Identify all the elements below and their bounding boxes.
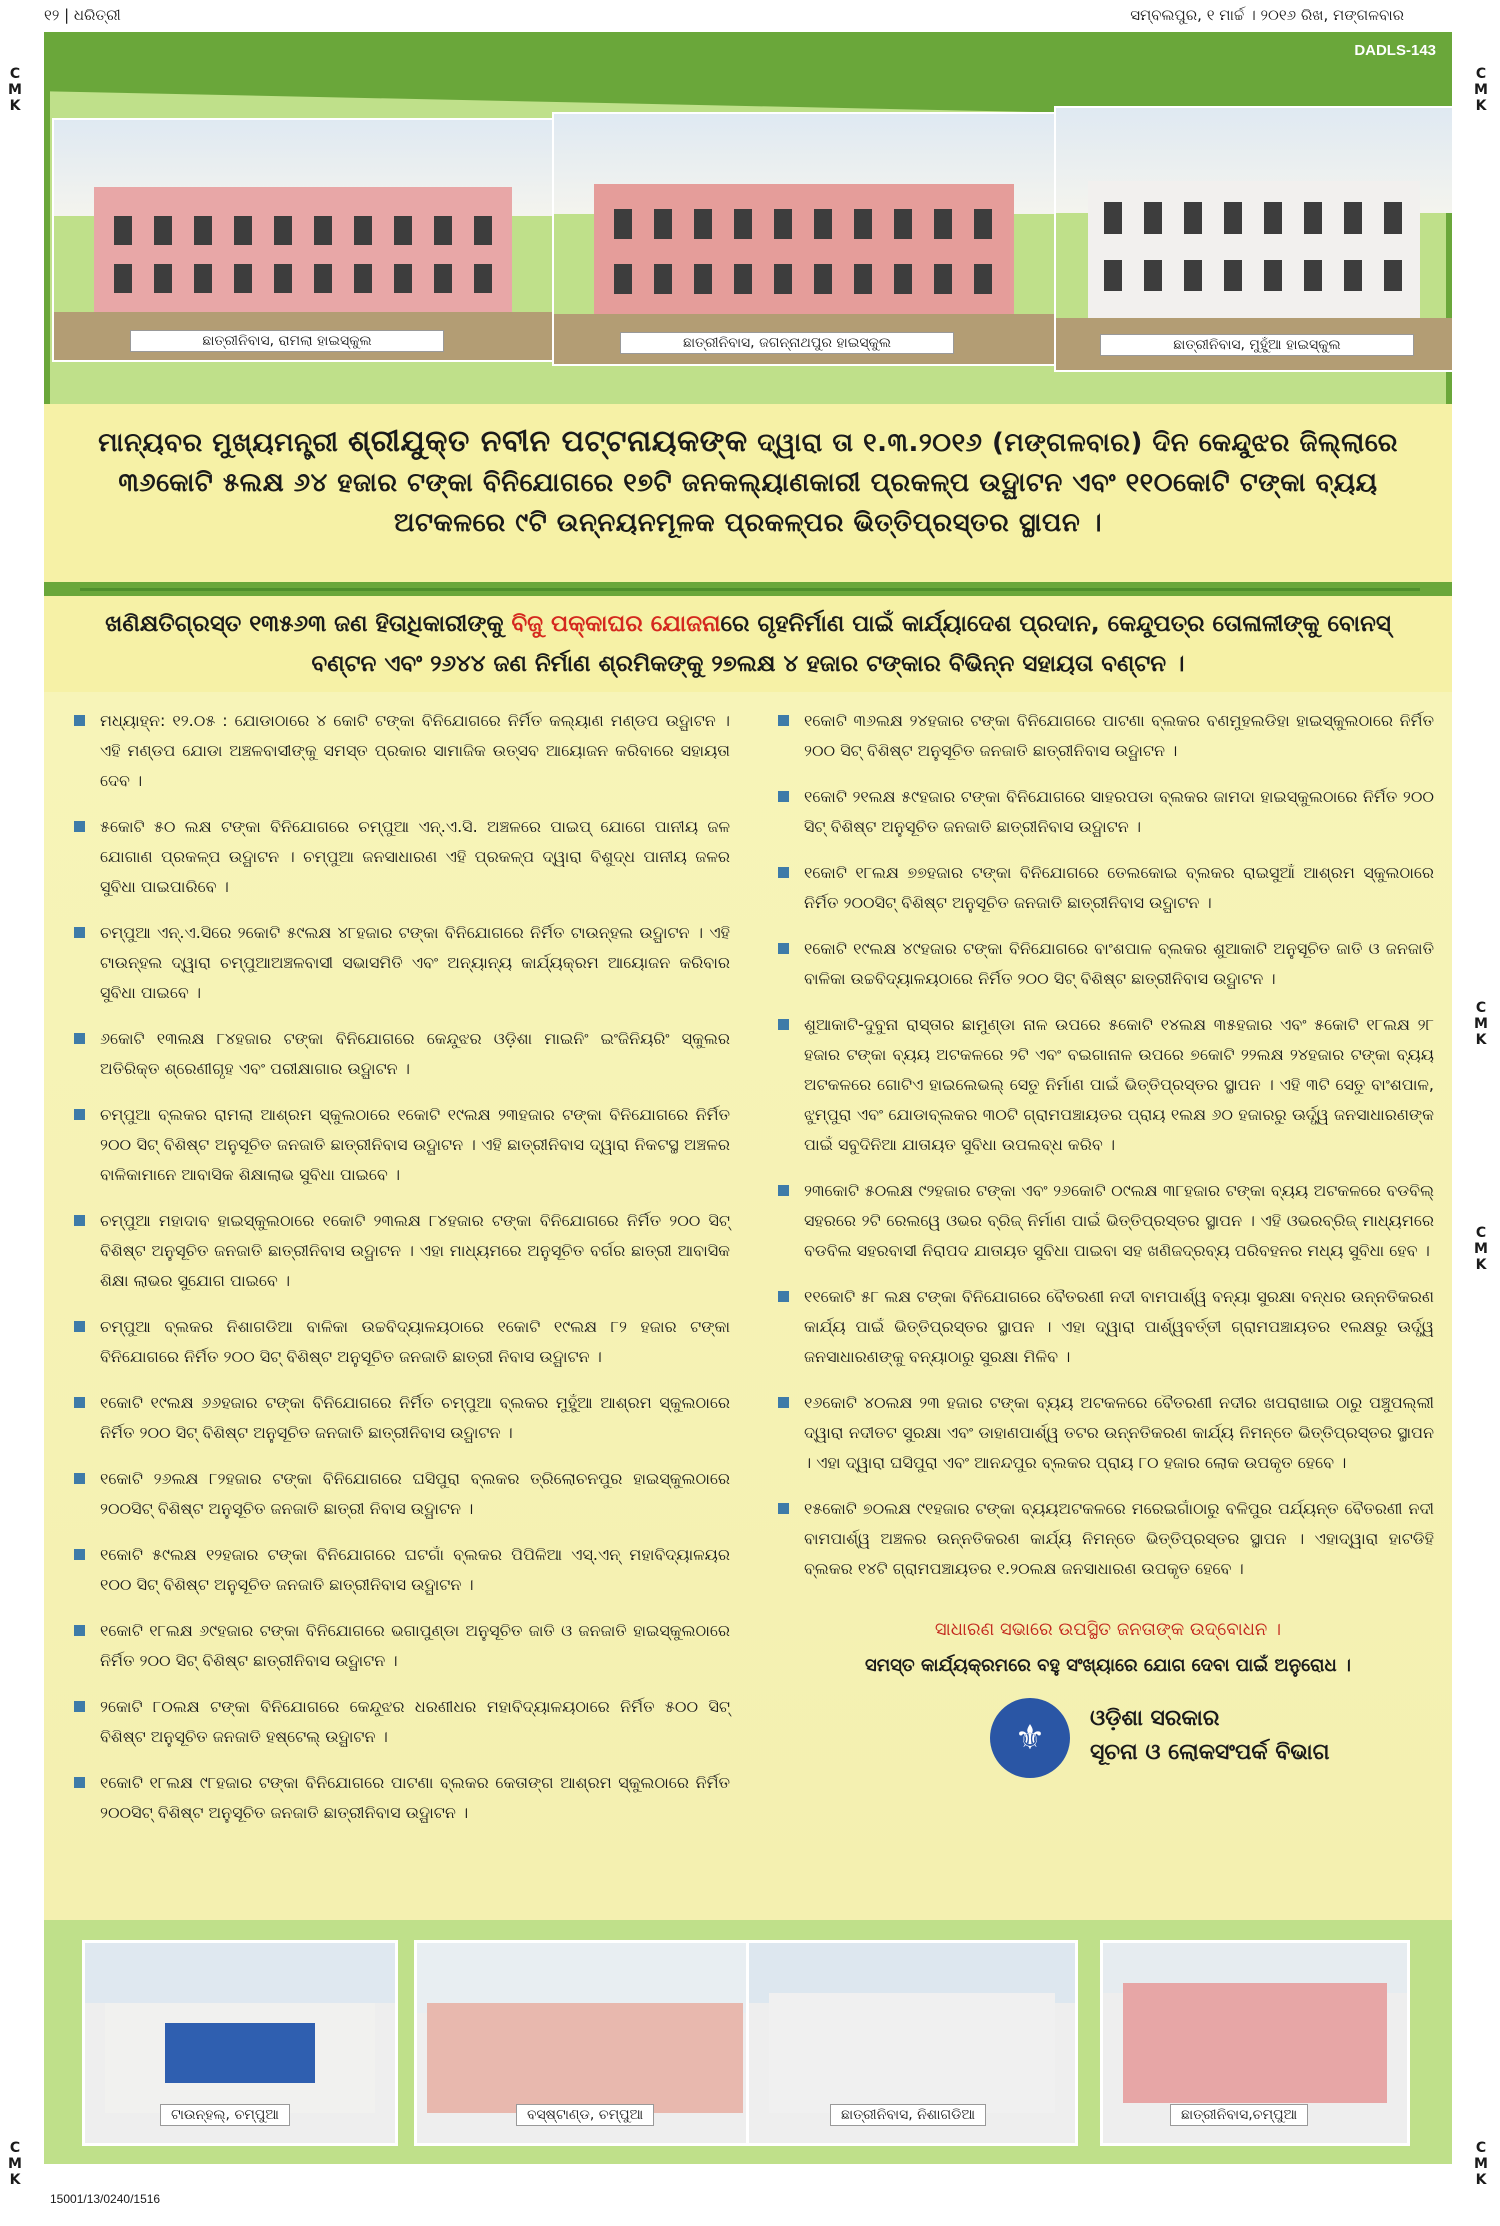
bottom-photo-caption-4: ଛାତ୍ରୀନିବାସ,ଚମ୍ପୁଆ — [1170, 2104, 1308, 2126]
government-signature — [990, 1698, 1410, 1788]
project-item — [778, 1388, 1434, 1478]
project-item — [778, 1176, 1434, 1266]
project-item — [778, 1494, 1434, 1584]
bullet-icon — [778, 943, 789, 954]
project-text: ୧୫କୋଟି ୭୦ଲକ୍ଷ ୯୧ହଜାର ଟଙ୍କା ବ୍ୟୟଅଟକଳରେ ମରେଇଗାଁଠାରୁ ବଳିପୁର ପର୍ଯ୍ୟନ୍ତ ବୈତରଣୀ ନଦୀ ବାମପାର୍ଶ୍ୱ ଅଞ୍ଚଳର ଉନ୍ନତିକରଣ କାର୍ଯ୍ୟ ନିମନ୍ତେ ଭିତ୍ତିପ୍ରସ୍ତର ସ୍ଥାପନ । ଏହାଦ୍ୱାରା ହାଟଡିହି ବ୍ଲକର ୧୪ଟି ଗ୍ରାମପଞ୍ଚାୟତର ୧.୨୦ଲକ୍ଷ ଜନସାଧାରଣ ଉପକୃତ ହେବେ । — [804, 1499, 1434, 1578]
project-item — [74, 1100, 730, 1190]
bullet-icon — [74, 821, 85, 832]
project-text: ୧କୋଟି ୧୮ଲକ୍ଷ ୭୭ହଜାର ଟଙ୍କା ବିନିଯୋଗରେ ତେଲକୋଇ ବ୍ଲକର ରାଇସୁଆଁ ଆଶ୍ରମ ସ୍କୁଲଠାରେ ନିର୍ମିତ ୨୦୦ସିଟ୍ ବିଶିଷ୍ଟ ଅନୁସୂଚିତ ଜନଜାତି ଛାତ୍ରୀନିବାସ ଉଦ୍ଘାଟନ । — [804, 863, 1434, 912]
project-text: ୨କୋଟି ୮୦ଲକ୍ଷ ଟଙ୍କା ବିନିଯୋଗରେ କେନ୍ଦୁଝର ଧରଣୀଧର ମହାବିଦ୍ୟାଳୟଠାରେ ନିର୍ମିତ ୫୦୦ ସିଟ୍ ବିଶିଷ୍ଟ ଅନୁସୂଚିତ ଜନଜାତି ହଷ୍ଟେଲ୍ ଉଦ୍ଘାଟନ । — [100, 1697, 730, 1746]
project-text: ୧କୋଟି ୧୮ଲକ୍ଷ ୯୮ହଜାର ଟଙ୍କା ବିନିଯୋଗରେ ପାଟଣା ବ୍ଲକର କେତାଙ୍ଗ ଆଶ୍ରମ ସ୍କୁଲଠାରେ ନିର୍ମିତ ୨୦୦ସିଟ୍ ବିଶିଷ୍ଟ ଅନୁସୂଚିତ ଜନଜାତି ଛାତ୍ରୀନିବାସ ଉଦ୍ଘାଟନ । — [100, 1773, 730, 1822]
chief-minister-name: ଶ୍ରୀଯୁକ୍ତ ନବୀନ ପଟ୍ଟନାୟକଙ୍କ — [347, 424, 748, 459]
newspaper-header — [0, 0, 1500, 30]
top-photo-caption-3: ଛାତ୍ରୀନିବାସ, ମୁହୁଁଆ ହାଇସ୍କୁଲ — [1100, 334, 1414, 356]
sub-headline: ଖଣିକ୍ଷତିଗ୍ରସ୍ତ ୧୩୫୬୩ ଜଣ ହିତାଧିକାରୀଙ୍କୁ ବିଜୁ ପକ୍କାଘର ଯୋଜନାରେ ଗୃହନିର୍ମାଣ ପାଇଁ କାର୍ଯ୍ୟାଦେଶ ପ୍ରଦାନ, କେନ୍ଦୁପତ୍ର ତୋଳାଳୀଙ୍କୁ ବୋନସ୍ ବଣ୍ଟନ ଏବଂ ୨୬୪୪ ଜଣ ନିର୍ମାଣ ଶ୍ରମିକଙ୍କୁ ୨୭ଲକ୍ଷ ୪ ହଜାର ଟଙ୍କାର ବିଭିନ୍ନ ସହାୟତା ବଣ୍ଟନ । — [44, 596, 1452, 692]
project-item — [74, 812, 730, 902]
closing-note-request: ସମସ୍ତ କାର୍ଯ୍ୟକ୍ରମରେ ବହୁ ସଂଖ୍ୟାରେ ଯୋଗ ଦେବା ପାଇଁ ଅନୁରୋଧ । — [864, 1655, 1352, 1676]
project-item — [778, 934, 1434, 994]
registration-mark: C M K — [1474, 2140, 1488, 2188]
registration-mark: C M K — [8, 2140, 22, 2188]
dateline: ସମ୍ବଲପୁର, ୧ ମାର୍ଚ୍ଚ । ୨୦୧୬ ରିଖ, ମଙ୍ଗଳବାର — [1130, 6, 1404, 24]
project-item — [74, 1692, 730, 1752]
divider — [80, 588, 1420, 591]
footer-code: 15001/13/0240/1516 — [50, 2192, 161, 2206]
top-photo-caption-2: ଛାତ୍ରୀନିବାସ, ଜଗନ୍ନାଥପୁର ହାଇସ୍କୁଲ — [620, 332, 954, 354]
project-item — [778, 782, 1434, 842]
bullet-icon — [778, 1291, 789, 1302]
project-text: ୧କୋଟି ୨୬ଲକ୍ଷ ୮୨ହଜାର ଟଙ୍କା ବିନିଯୋଗରେ ଘସିପୁରା ବ୍ଲକର ତ୍ରିଲୋଚନପୁର ହାଇସ୍କୁଲଠାରେ ୨୦୦ସିଟ୍ ବିଶିଷ୍ଟ ଅନୁସୂଚିତ ଜନଜାତି ଛାତ୍ରୀ ନିବାସ ଉଦ୍ଘାଟନ । — [100, 1469, 730, 1518]
scheme-name: ବିଜୁ ପକ୍କାଘର ଯୋଜନା — [511, 611, 721, 637]
project-text: ମଧ୍ୟାହ୍ନ: ୧୨.୦୫ : ଯୋଡାଠାରେ ୪ କୋଟି ଟଙ୍କା ବିନିଯୋଗରେ ନିର୍ମିତ କଲ୍ୟାଣ ମଣ୍ଡପ ଉଦ୍ଘାଟନ । ଏହି ମଣ୍ଡପ ଯୋଡା ଅଞ୍ଚଳବାସୀଙ୍କୁ ସମସ୍ତ ପ୍ରକାର ସାମାଜିକ ଉତ୍ସବ ଆୟୋଜନ କରିବାରେ ସହାୟତା ଦେବ । — [100, 711, 730, 790]
bullet-icon — [778, 715, 789, 726]
project-item — [778, 706, 1434, 766]
project-text: ଚମ୍ପୁଆ ଏନ୍.ଏ.ସିରେ ୨କୋଟି ୫୯ଲକ୍ଷ ୪୮ହଜାର ଟଙ୍କା ବିନିଯୋଗରେ ନିର୍ମିତ ଟାଉନ୍‌ହଲ ଉଦ୍ଘାଟନ । ଏହି ଟାଉନ୍‌ହଲ ଦ୍ୱାରା ଚମ୍ପୁଆଅଞ୍ଚଳବାସୀ ସଭାସମିତି ଏବଂ ଅନ୍ୟାନ୍ୟ କାର୍ଯ୍ୟକ୍ରମ ଆୟୋଜନ କରିବାର ସୁବିଧା ପାଇବେ । — [100, 923, 730, 1002]
government-name: ଓଡ଼ିଶା ସରକାର — [1090, 1706, 1220, 1731]
project-item — [74, 1616, 730, 1676]
bullet-icon — [74, 1215, 85, 1226]
registration-mark: C M K — [8, 66, 22, 114]
bullet-icon — [74, 1473, 85, 1484]
bullet-icon — [74, 1321, 85, 1332]
bullet-icon — [778, 1019, 789, 1030]
bullet-icon — [74, 1397, 85, 1408]
project-text: ୫କୋଟି ୫୦ ଲକ୍ଷ ଟଙ୍କା ବିନିଯୋଗରେ ଚମ୍ପୁଆ ଏନ୍.ଏ.ସି. ଅଞ୍ଚଳରେ ପାଇପ୍ ଯୋଗେ ପାନୀୟ ଜଳ ଯୋଗାଣ ପ୍ରକଳ୍ପ ଉଦ୍ଘାଟନ । ଚମ୍ପୁଆ ଜନସାଧାରଣ ଏହି ପ୍ରକଳ୍ପ ଦ୍ୱାରା ବିଶୁଦ୍ଧ ପାନୀୟ ଜଳର ସୁବିଧା ପାଇପାରିବେ । — [100, 817, 730, 896]
project-text: ୧୬କୋଟି ୪୦ଲକ୍ଷ ୨୩ ହଜାର ଟଙ୍କା ବ୍ୟୟ ଅଟକଳରେ ବୈତରଣୀ ନଦୀର ଖପରାଖାଇ ଠାରୁ ପଞ୍ଚୁପଲ୍ଲୀ ଦ୍ୱାରା ନଦୀତଟ ସୁରକ୍ଷା ଏବଂ ଡାହାଣପାର୍ଶ୍ୱ ତଟର ଉନ୍ନତିକରଣ କାର୍ଯ୍ୟ ନିମନ୍ତେ ଭିତ୍ତିପ୍ରସ୍ତର ସ୍ଥାପନ । ଏହା ଦ୍ୱାରା ଘସିପୁରା ଏବଂ ଆନନ୍ଦପୁର ବ୍ଲକର ପ୍ରାୟ ୮୦ ହଜାର ଲୋକ ଉପକୃତ ହେବେ । — [804, 1393, 1434, 1472]
bullet-icon — [778, 1503, 789, 1514]
main-headline: ମାନ୍ୟବର ମୁଖ୍ୟମନ୍ତ୍ରୀ ଶ୍ରୀଯୁକ୍ତ ନବୀନ ପଟ୍ଟନାୟକଙ୍କ ଦ୍ୱାରା ତା ୧.୩.୨୦୧୬ (ମଙ୍ଗଳବାର) ଦିନ କେନ୍ଦୁଝର ଜିଲ୍ଲାରେ ୩୬କୋଟି ୫ଲକ୍ଷ ୬୪ ହଜାର ଟଙ୍କା ବିନିଯୋଗରେ ୧୭ଟି ଜନକଲ୍ୟାଣକାରୀ ପ୍ରକଳ୍ପ ଉଦ୍ଘାଟନ ଏବଂ ୧୧୦କୋଟି ଟଙ୍କା ବ୍ୟୟ ଅଟକଳରେ ୯ଟି ଉନ୍ନୟନମୂଳକ ପ୍ରକଳ୍ପର ଭିତ୍ତିପ୍ରସ୍ତର ସ୍ଥାପନ । — [44, 404, 1452, 582]
registration-mark: C M K — [1474, 1000, 1488, 1048]
odisha-emblem-icon: ⚜ — [990, 1698, 1070, 1778]
bottom-photo-caption-2: ବସ୍‌ଷ୍ଟାଣ୍ଡ, ଚମ୍ପୁଆ — [516, 2104, 654, 2126]
bullet-icon — [74, 1701, 85, 1712]
project-text: ୧କୋଟି ୩୬ଲକ୍ଷ ୨୪ହଜାର ଟଙ୍କା ବିନିଯୋଗରେ ପାଟଣା ବ୍ଲକର ବଣମୁହଲଡିହା ହାଇସ୍କୁଲଠାରେ ନିର୍ମିତ ୨୦୦ ସିଟ୍ ବିଶିଷ୍ଟ ଅନୁସୂଚିତ ଜନଜାତି ଛାତ୍ରୀନିବାସ ଉଦ୍ଘାଟନ । — [804, 711, 1434, 760]
bullet-icon — [778, 867, 789, 878]
bullet-icon — [778, 1185, 789, 1196]
top-photo-1 — [52, 118, 554, 362]
project-item — [74, 1768, 730, 1828]
project-item — [74, 1388, 730, 1448]
registration-mark: C M K — [1474, 1225, 1488, 1273]
project-item — [74, 1540, 730, 1600]
project-text: ଶୁଆକାଟି-ଦୁବୁନା ରାସ୍ତାର ଛାମୁଣ୍ଡା ନାଳ ଉପରେ ୫କୋଟି ୧୪ଲକ୍ଷ ୩୫ହଜାର ଏବଂ ୫କୋଟି ୧୮ଲକ୍ଷ ୨୮ ହଜାର ଟଙ୍କା ବ୍ୟୟ ଅଟକଳରେ ୨ଟି ଏବଂ ବଇଗାନାଳ ଉପରେ ୭କୋଟି ୨୨ଲକ୍ଷ ୨୪ହଜାର ଟଙ୍କା ବ୍ୟୟ ଅଟକଳରେ ଗୋଟିଏ ହାଇଲେଭଲ୍ ସେତୁ ନିର୍ମାଣ ପାଇଁ ଭିତ୍ତିପ୍ରସ୍ତର ସ୍ଥାପନ । ଏହି ୩ଟି ସେତୁ ବାଂଶପାଳ, ଝୁମ୍ପୁରା ଏବଂ ଯୋଡାବ୍ଲକର ୩୦ଟି ଗ୍ରାମପଞ୍ଚାୟତର ପ୍ରାୟ ୧ଲକ୍ଷ ୬୦ ହଜାରରୁ ଊର୍ଦ୍ଧ୍ୱ ଜନସାଧାରଣଙ୍କ ପାଇଁ ସବୁଦିନିଆ ଯାତାୟତ ସୁବିଧା ଉପଲବ୍ଧ କରିବ । — [804, 1015, 1434, 1154]
bullet-icon — [74, 1777, 85, 1788]
closing-note-address: ସାଧାରଣ ସଭାରେ ଉପସ୍ଥିତ ଜନତାଙ୍କ ଉଦ୍‌ବୋଧନ । — [934, 1619, 1282, 1640]
bottom-photo-caption-1: ଟାଉନ୍‌ହଲ୍, ଚମ୍ପୁଆ — [160, 2104, 290, 2126]
project-text: ୬କୋଟି ୧୩ଲକ୍ଷ ୮୪ହଜାର ଟଙ୍କା ବିନିଯୋଗରେ କେନ୍ଦୁଝର ଓଡ଼ିଶା ମାଇନିଂ ଇଂଜିନିୟରିଂ ସ୍କୁଲର ଅତିରିକ୍ତ ଶ୍ରେଣୀଗୃହ ଏବଂ ପରୀକ୍ଷାଗାର ଉଦ୍ଘାଟନ । — [100, 1029, 730, 1078]
right-column — [778, 706, 1434, 1600]
bullet-icon — [778, 1397, 789, 1408]
bullet-icon — [74, 1549, 85, 1560]
bullet-icon — [74, 1033, 85, 1044]
project-item — [74, 1312, 730, 1372]
project-item — [74, 1464, 730, 1524]
registration-mark: C M K — [1474, 66, 1488, 114]
bullet-icon — [74, 1625, 85, 1636]
left-column — [74, 706, 730, 1844]
project-item — [74, 1206, 730, 1296]
project-text: ୧କୋଟି ୧୮ଲକ୍ଷ ୬୯ହଜାର ଟଙ୍କା ବିନିଯୋଗରେ ଭଗାପୁଣ୍ଡା ଅନୁସୂଚିତ ଜାତି ଓ ଜନଜାତି ହାଇସ୍କୁଲଠାରେ ନିର୍ମିତ ୨୦୦ ସିଟ୍ ବିଶିଷ୍ଟ ଛାତ୍ରୀନିବାସ ଉଦ୍ଘାଟନ । — [100, 1621, 730, 1670]
project-item — [778, 1282, 1434, 1372]
project-item — [778, 1010, 1434, 1160]
bottom-photo-caption-3: ଛାତ୍ରୀନିବାସ, ନିଶାଗଡିଆ — [830, 2104, 986, 2126]
bullet-icon — [74, 927, 85, 938]
project-text: ୨୩କୋଟି ୫୦ଲକ୍ଷ ୯୨ହଜାର ଟଙ୍କା ଏବଂ ୨୬କୋଟି ୦୯ଲକ୍ଷ ୩୮ହଜାର ଟଙ୍କା ବ୍ୟୟ ଅଟକଳରେ ବଡବିଲ୍ ସହରରେ ୨ଟି ରେଲୱେ ଓଭର ବ୍ରିଜ୍ ନିର୍ମାଣ ପାଇଁ ଭିତ୍ତିପ୍ରସ୍ତର ସ୍ଥାପନ । ଏହି ଓଭରବ୍ରିଜ୍ ମାଧ୍ୟମରେ ବଡବିଲ ସହରବାସୀ ନିରାପଦ ଯାତାୟତ ସୁବିଧା ପାଇବା ସହ ଖଣିଜଦ୍ରବ୍ୟ ପରିବହନର ମଧ୍ୟ ସୁବିଧା ହେବ । — [804, 1181, 1434, 1260]
project-text: ଚମ୍ପୁଆ ବ୍ଲକର ନିଶାଗଡିଆ ବାଳିକା ଉଚ୍ଚବିଦ୍ୟାଳୟଠାରେ ୧କୋଟି ୧୯ଲକ୍ଷ ୮୨ ହଜାର ଟଙ୍କା ବିନିଯୋଗରେ ନିର୍ମିତ ୨୦୦ ସିଟ୍ ବିଶିଷ୍ଟ ଅନୁସୂଚିତ ଜନଜାତି ଛାତ୍ରୀ ନିବାସ ଉଦ୍ଘାଟନ । — [100, 1317, 730, 1366]
project-text: ୧କୋଟି ୫୯ଲକ୍ଷ ୧୨ହଜାର ଟଙ୍କା ବିନିଯୋଗରେ ଘଟଗାଁ ବ୍ଲକର ପିପିଳିଆ ଏସ୍.ଏନ୍ ମହାବିଦ୍ୟାଳୟର ୧୦୦ ସିଟ୍ ବିଶିଷ୍ଟ ଅନୁସୂଚିତ ଜନଜାତି ଛାତ୍ରୀନିବାସ ଉଦ୍ଘାଟନ । — [100, 1545, 730, 1594]
project-text: ୧୧କୋଟି ୫୮ ଲକ୍ଷ ଟଙ୍କା ବିନିଯୋଗରେ ବୈତରଣୀ ନଦୀ ବାମପାର୍ଶ୍ୱ ବନ୍ୟା ସୁରକ୍ଷା ବନ୍ଧର ଉନ୍ନତିକରଣ କାର୍ଯ୍ୟ ପାଇଁ ଭିତ୍ତିପ୍ରସ୍ତର ସ୍ଥାପନ । ଏହା ଦ୍ୱାରା ପାର୍ଶ୍ୱବର୍ତ୍ତୀ ଗ୍ରାମପଞ୍ଚାୟତର ୧ଲକ୍ଷରୁ ଊର୍ଦ୍ଧ୍ୱ ଜନସାଧାରଣଙ୍କୁ ବନ୍ୟାଠାରୁ ସୁରକ୍ଷା ମିଳିବ । — [804, 1287, 1434, 1366]
top-photo-3 — [1054, 106, 1454, 372]
project-text: ଚମ୍ପୁଆ ବ୍ଲକର ରାମଲା ଆଶ୍ରମ ସ୍କୁଲଠାରେ ୧କୋଟି ୧୯ଲକ୍ଷ ୨୩ହଜାର ଟଙ୍କା ବିନିଯୋଗରେ ନିର୍ମିତ ୨୦୦ ସିଟ୍ ବିଶିଷ୍ଟ ଅନୁସୂଚିତ ଜନଜାତି ଛାତ୍ରୀନିବାସ ଉଦ୍ଘାଟନ । ଏହି ଛାତ୍ରୀନିବାସ ଦ୍ୱାରା ନିକଟସ୍ଥ ଅଞ୍ଚଳର ବାଳିକାମାନେ ଆବାସିକ ଶିକ୍ଷାଲାଭ ସୁବିଧା ପାଇବେ । — [100, 1105, 730, 1184]
project-item — [74, 706, 730, 796]
top-photo-2 — [552, 112, 1056, 366]
department-name: ସୂଚନା ଓ ଲୋକସଂପର୍କ ବିଭାଗ — [1090, 1740, 1330, 1765]
page-number: ୧୨ | ଧରିତ୍ରୀ — [44, 6, 121, 24]
project-item — [74, 918, 730, 1008]
project-item — [74, 1024, 730, 1084]
bullet-icon — [778, 791, 789, 802]
project-text: ୧କୋଟି ୧୯ଲକ୍ଷ ୬୬ହଜାର ଟଙ୍କା ବିନିଯୋଗରେ ନିର୍ମିତ ଚମ୍ପୁଆ ବ୍ଲକର ମୁହୁଁଆ ଆଶ୍ରମ ସ୍କୁଲଠାରେ ନିର୍ମିତ ୨୦୦ ସିଟ୍ ବିଶିଷ୍ଟ ଅନୁସୂଚିତ ଜନଜାତି ଛାତ୍ରୀନିବାସ ଉଦ୍ଘାଟନ । — [100, 1393, 730, 1442]
project-item — [778, 858, 1434, 918]
top-photo-caption-1: ଛାତ୍ରୀନିବାସ, ରାମଲା ହାଇସ୍କୁଲ — [130, 330, 444, 352]
project-text: ୧କୋଟି ୨୧ଲକ୍ଷ ୫୯ହଜାର ଟଙ୍କା ବିନିଯୋଗରେ ସାହରପଡା ବ୍ଲକର ଜାମଦା ହାଇସ୍କୁଲଠାରେ ନିର୍ମିତ ୨୦୦ ସିଟ୍ ବିଶିଷ୍ଟ ଅନୁସୂଚିତ ଜନଜାତି ଛାତ୍ରୀନିବାସ ଉଦ୍ଘାଟନ । — [804, 787, 1434, 836]
ad-code: DADLS-143 — [1354, 42, 1436, 59]
bullet-icon — [74, 715, 85, 726]
bullet-icon — [74, 1109, 85, 1120]
project-text: ୧କୋଟି ୧୯ଲକ୍ଷ ୪୯ହଜାର ଟଙ୍କା ବିନିଯୋଗରେ ବାଂଶପାଳ ବ୍ଲକର ଶୁଆକାଟି ଅନୁସୂଚିତ ଜାତି ଓ ଜନଜାତି ବାଳିକା ଉଚ୍ଚବିଦ୍ୟାଳୟଠାରେ ନିର୍ମିତ ୨୦୦ ସିଟ୍ ବିଶିଷ୍ଟ ଛାତ୍ରୀନିବାସ ଉଦ୍ଘାଟନ । — [804, 939, 1434, 988]
project-text: ଚମ୍ପୁଆ ମହାଦାବ ହାଇସ୍କୁଲଠାରେ ୧କୋଟି ୨୩ଲକ୍ଷ ୮୪ହଜାର ଟଙ୍କା ବିନିଯୋଗରେ ନିର୍ମିତ ୨୦୦ ସିଟ୍ ବିଶିଷ୍ଟ ଅନୁସୂଚିତ ଜନଜାତି ଛାତ୍ରୀନିବାସ ଉଦ୍ଘାଟନ । ଏହା ମାଧ୍ୟମରେ ଅନୁସୂଚିତ ବର୍ଗର ଛାତ୍ରୀ ଆବାସିକ ଶିକ୍ଷା ଲାଭର ସୁଯୋଗ ପାଇବେ । — [100, 1211, 730, 1290]
